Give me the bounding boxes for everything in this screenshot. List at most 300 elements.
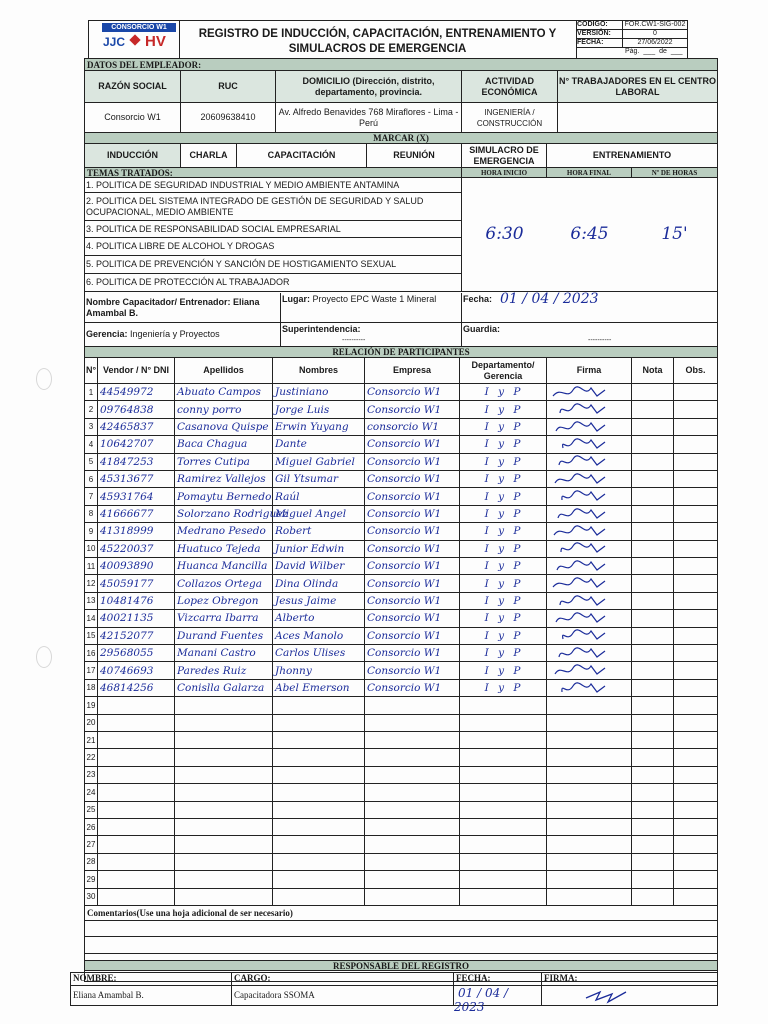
nombres-cell: Jorge Luis xyxy=(273,401,365,418)
firma-cell[interactable] xyxy=(547,732,632,749)
firma-cell[interactable] xyxy=(547,506,632,523)
logo-jjc: JJC xyxy=(103,35,126,49)
firma-cell[interactable] xyxy=(547,784,632,801)
ruc-value: 20609638410 xyxy=(181,103,276,133)
obs-cell[interactable] xyxy=(674,454,717,471)
empresa-cell xyxy=(365,732,460,749)
nombres-cell: Robert xyxy=(273,523,365,540)
empresa-cell xyxy=(365,767,460,784)
obs-cell[interactable] xyxy=(674,836,717,853)
section-temas: TEMAS TRATADOS: xyxy=(85,168,462,178)
nombres-cell xyxy=(273,802,365,819)
nota-cell[interactable] xyxy=(632,593,674,610)
nota-cell[interactable] xyxy=(632,871,674,888)
nota-cell[interactable] xyxy=(632,575,674,592)
marcar-options xyxy=(85,144,717,168)
firma-cell[interactable] xyxy=(547,662,632,679)
obs-cell[interactable] xyxy=(674,575,717,592)
firma-cell[interactable] xyxy=(547,401,632,418)
departamento-cell xyxy=(460,871,547,888)
apellidos-cell xyxy=(175,889,273,906)
apellidos-cell: Durand Fuentes xyxy=(175,628,273,645)
section-empleador: DATOS DEL EMPLEADOR: xyxy=(85,59,717,71)
razon-social-value: Consorcio W1 xyxy=(85,103,181,133)
row-number: 23 xyxy=(85,767,98,784)
nota-cell[interactable] xyxy=(632,715,674,732)
nombres-cell xyxy=(273,767,365,784)
obs-cell[interactable] xyxy=(674,697,717,714)
apellidos-cell: Collazos Ortega xyxy=(175,575,273,592)
firma-cell[interactable] xyxy=(547,419,632,436)
nota-cell[interactable] xyxy=(632,628,674,645)
nota-cell[interactable] xyxy=(632,662,674,679)
table-row xyxy=(85,802,733,819)
obs-cell[interactable] xyxy=(674,436,717,453)
tema-item: 1. POLITICA DE SEGURIDAD INDUSTRIAL Y MEDIO AMBIENTE ANTAMINA xyxy=(85,178,462,193)
signature-scribble-icon xyxy=(547,401,617,418)
empresa-cell: Consorcio W1 xyxy=(365,593,460,610)
table-row xyxy=(85,697,733,714)
apellidos-cell: Paredes Ruiz xyxy=(175,662,273,679)
obs-cell[interactable] xyxy=(674,802,717,819)
tema-item: 6. POLITICA DE PROTECCIÓN AL TRABAJADOR xyxy=(85,274,462,292)
table-row xyxy=(85,854,733,871)
firma-cell[interactable] xyxy=(547,767,632,784)
firma-cell[interactable] xyxy=(547,680,632,697)
signature-scribble-icon xyxy=(547,645,617,662)
tema-item: 4. POLITICA LIBRE DE ALCOHOL Y DROGAS xyxy=(85,238,462,256)
participantes-header: N° Vendor / N° DNI Apellidos Nombres Empresa Departamento/ Gerencia Firma Nota Obs. xyxy=(85,358,717,384)
option-simulacro[interactable]: SIMULACRO DE EMERGENCIA xyxy=(462,144,547,168)
row-number: 26 xyxy=(85,819,98,836)
firma-cell[interactable] xyxy=(547,436,632,453)
hora-inicio-value: 6:30 xyxy=(485,224,524,244)
table-row xyxy=(85,645,733,662)
obs-cell[interactable] xyxy=(674,715,717,732)
capacitador-nombre: Nombre Capacitador/ Entrenador: Eliana Amambal B. xyxy=(85,293,281,323)
departamento-cell: I y P xyxy=(460,401,547,418)
dni-cell: 41847253 xyxy=(98,454,175,471)
capacitador-block xyxy=(85,293,717,347)
dni-cell: 45931764 xyxy=(98,488,175,505)
nota-cell[interactable] xyxy=(632,732,674,749)
obs-cell[interactable] xyxy=(674,749,717,766)
table-row xyxy=(85,575,733,592)
empresa-cell: Consorcio W1 xyxy=(365,471,460,488)
lugar-value: Proyecto EPC Waste 1 Mineral xyxy=(312,294,437,304)
empresa-cell: Consorcio W1 xyxy=(365,523,460,540)
obs-cell[interactable] xyxy=(674,889,717,906)
obs-cell[interactable] xyxy=(674,819,717,836)
firma-cell[interactable] xyxy=(547,715,632,732)
firma-cell[interactable] xyxy=(547,889,632,906)
nota-cell[interactable] xyxy=(632,523,674,540)
firma-cell[interactable] xyxy=(547,819,632,836)
row-number: 14 xyxy=(85,610,98,627)
nota-cell[interactable] xyxy=(632,506,674,523)
dni-cell: 42152077 xyxy=(98,628,175,645)
nota-cell[interactable] xyxy=(632,610,674,627)
fecha-capacitacion-value: 01 / 04 / 2023 xyxy=(500,291,599,307)
obs-cell[interactable] xyxy=(674,767,717,784)
row-number: 10 xyxy=(85,541,98,558)
row-number: 27 xyxy=(85,836,98,853)
departamento-cell xyxy=(460,819,547,836)
dni-cell xyxy=(98,767,175,784)
table-row xyxy=(85,506,733,523)
departamento-cell: I y P xyxy=(460,471,547,488)
obs-cell[interactable] xyxy=(674,645,717,662)
row-number: 28 xyxy=(85,854,98,871)
nota-cell[interactable] xyxy=(632,836,674,853)
nota-cell[interactable] xyxy=(632,680,674,697)
logo-hv: HV xyxy=(145,33,166,50)
row-number: 29 xyxy=(85,871,98,888)
responsable-firma[interactable] xyxy=(542,986,718,1006)
dni-cell xyxy=(98,802,175,819)
row-number: 17 xyxy=(85,662,98,679)
firma-cell[interactable] xyxy=(547,523,632,540)
dni-cell: 42465837 xyxy=(98,419,175,436)
obs-cell[interactable] xyxy=(674,854,717,871)
nombres-cell: Junior Edwin xyxy=(273,541,365,558)
trabajadores-value[interactable] xyxy=(558,103,717,133)
row-number: 3 xyxy=(85,419,98,436)
nombres-cell: Aces Manolo xyxy=(273,628,365,645)
departamento-cell xyxy=(460,889,547,906)
nombres-cell: Raúl xyxy=(273,488,365,505)
apellidos-cell xyxy=(175,871,273,888)
nombres-cell: Miguel Angel xyxy=(273,506,365,523)
apellidos-cell: Casanova Quispe xyxy=(175,419,273,436)
dni-cell: 45220037 xyxy=(98,541,175,558)
dni-cell xyxy=(98,784,175,801)
table-row xyxy=(85,680,733,697)
dni-cell: 10481476 xyxy=(98,593,175,610)
guardia-field: Guardia: ---------- xyxy=(462,323,717,347)
signature-scribble-icon xyxy=(547,627,617,644)
participantes-rows xyxy=(85,384,717,906)
empresa-cell xyxy=(365,697,460,714)
obs-cell[interactable] xyxy=(674,384,717,401)
dni-cell xyxy=(98,749,175,766)
departamento-cell: I y P xyxy=(460,506,547,523)
nombres-cell: Carlos Ulises xyxy=(273,645,365,662)
obs-cell[interactable] xyxy=(674,471,717,488)
signature-scribble-icon xyxy=(547,419,617,436)
nota-cell[interactable] xyxy=(632,819,674,836)
obs-cell[interactable] xyxy=(674,593,717,610)
departamento-cell xyxy=(460,715,547,732)
empresa-cell: Consorcio W1 xyxy=(365,628,460,645)
firma-cell[interactable] xyxy=(547,610,632,627)
nombres-cell xyxy=(273,889,365,906)
obs-cell[interactable] xyxy=(674,662,717,679)
nota-cell[interactable] xyxy=(632,889,674,906)
logo-consorcio: CONSORCIO W1 xyxy=(102,23,176,32)
option-charla[interactable]: CHARLA xyxy=(181,144,237,168)
nota-cell[interactable] xyxy=(632,384,674,401)
table-row xyxy=(85,715,733,732)
apellidos-cell xyxy=(175,767,273,784)
dni-cell: 46814256 xyxy=(98,680,175,697)
row-number: 19 xyxy=(85,697,98,714)
actividad-value: INGENIERÍA / CONSTRUCCIÓN xyxy=(462,103,558,133)
nota-cell[interactable] xyxy=(632,697,674,714)
row-number: 2 xyxy=(85,401,98,418)
nota-cell[interactable] xyxy=(632,401,674,418)
dni-cell: 45059177 xyxy=(98,575,175,592)
row-number: 9 xyxy=(85,523,98,540)
tema-item: 2. POLITICA DEL SISTEMA INTEGRADO DE GESTIÓN DE SEGURIDAD Y SALUD OCUPACIONAL, MEDIO AMBIENTE xyxy=(85,193,462,221)
option-entrenamiento[interactable]: ENTRENAMIENTO xyxy=(547,144,717,168)
dni-cell: 10642707 xyxy=(98,436,175,453)
nombres-cell: Jhonny xyxy=(273,662,365,679)
apellidos-cell xyxy=(175,784,273,801)
nombres-cell: Dina Olinda xyxy=(273,575,365,592)
nombres-cell: Jesus Jaime xyxy=(273,593,365,610)
dni-cell: 29568055 xyxy=(98,645,175,662)
obs-cell[interactable] xyxy=(674,610,717,627)
row-number: 4 xyxy=(85,436,98,453)
empresa-cell: Consorcio W1 xyxy=(365,558,460,575)
empresa-cell: Consorcio W1 xyxy=(365,454,460,471)
firma-cell[interactable] xyxy=(547,628,632,645)
obs-cell[interactable] xyxy=(674,680,717,697)
firma-cell[interactable] xyxy=(547,836,632,853)
nota-cell[interactable] xyxy=(632,471,674,488)
departamento-cell: I y P xyxy=(460,454,547,471)
punch-hole xyxy=(36,368,52,390)
empresa-cell xyxy=(365,784,460,801)
row-number: 13 xyxy=(85,593,98,610)
nombres-cell xyxy=(273,715,365,732)
departamento-cell xyxy=(460,836,547,853)
row-number: 18 xyxy=(85,680,98,697)
dni-cell xyxy=(98,697,175,714)
nombres-cell: Dante xyxy=(273,436,365,453)
empresa-cell xyxy=(365,854,460,871)
row-number: 24 xyxy=(85,784,98,801)
firma-cell[interactable] xyxy=(547,384,632,401)
nombres-cell: Gil Ytsumar xyxy=(273,471,365,488)
hora-final-value: 6:45 xyxy=(570,224,609,244)
signature-scribble-icon xyxy=(547,575,617,592)
row-number: 5 xyxy=(85,454,98,471)
obs-cell[interactable] xyxy=(674,628,717,645)
table-row xyxy=(85,628,733,645)
departamento-cell: I y P xyxy=(460,645,547,662)
responsable-fecha: 01 / 04 / 2023 xyxy=(454,986,509,1014)
firma-cell[interactable] xyxy=(547,558,632,575)
nota-cell[interactable] xyxy=(632,749,674,766)
departamento-cell xyxy=(460,784,547,801)
nota-cell[interactable] xyxy=(632,436,674,453)
signature-scribble-icon xyxy=(547,523,617,540)
obs-cell[interactable] xyxy=(674,419,717,436)
nota-cell[interactable] xyxy=(632,454,674,471)
row-number: 20 xyxy=(85,715,98,732)
apellidos-cell: Huatuco Tejeda xyxy=(175,541,273,558)
firma-cell[interactable] xyxy=(547,593,632,610)
nota-cell[interactable] xyxy=(632,645,674,662)
nombres-cell xyxy=(273,836,365,853)
row-number: 15 xyxy=(85,628,98,645)
table-row xyxy=(85,889,733,906)
firma-cell[interactable] xyxy=(547,645,632,662)
nota-cell[interactable] xyxy=(632,854,674,871)
nombres-cell: Erwin Yuyang xyxy=(273,419,365,436)
firma-cell[interactable] xyxy=(547,575,632,592)
signature-scribble-icon xyxy=(582,986,642,1006)
signature-scribble-icon xyxy=(547,680,617,697)
table-row xyxy=(85,836,733,853)
row-number: 25 xyxy=(85,802,98,819)
responsable-block: NOMBRE: CARGO: FECHA: FIRMA: Eliana Amambal B. Capacitadora SSOMA 01 / 04 / 2023 xyxy=(70,972,718,1012)
departamento-cell: I y P xyxy=(460,384,547,401)
table-row xyxy=(85,871,733,888)
nombres-cell xyxy=(273,697,365,714)
table-row xyxy=(85,732,733,749)
signature-scribble-icon xyxy=(547,471,617,488)
empresa-cell xyxy=(365,819,460,836)
nombres-cell xyxy=(273,819,365,836)
row-number: 1 xyxy=(85,384,98,401)
signature-scribble-icon xyxy=(547,593,617,610)
empresa-cell: Consorcio W1 xyxy=(365,488,460,505)
dni-cell xyxy=(98,715,175,732)
firma-cell[interactable] xyxy=(547,802,632,819)
dni-cell xyxy=(98,732,175,749)
apellidos-cell xyxy=(175,836,273,853)
tema-item: 5. POLITICA DE PREVENCIÓN Y SANCIÓN DE HOSTIGAMIENTO SEXUAL xyxy=(85,256,462,274)
apellidos-cell: Manani Castro xyxy=(175,645,273,662)
departamento-cell xyxy=(460,732,547,749)
firma-cell[interactable] xyxy=(547,454,632,471)
signature-scribble-icon xyxy=(547,540,617,557)
nota-cell[interactable] xyxy=(632,488,674,505)
firma-cell[interactable] xyxy=(547,471,632,488)
empresa-cell: Consorcio W1 xyxy=(365,384,460,401)
signature-scribble-icon xyxy=(547,488,617,505)
obs-cell[interactable] xyxy=(674,558,717,575)
nombres-cell xyxy=(273,749,365,766)
obs-cell[interactable] xyxy=(674,871,717,888)
numero-horas-value: 15' xyxy=(661,224,688,244)
comentarios-label: Comentarios(Use una hoja adicional de ser necesario) xyxy=(87,908,293,918)
row-number: 12 xyxy=(85,575,98,592)
section-marcar: MARCAR (X) xyxy=(85,133,717,144)
obs-cell[interactable] xyxy=(674,784,717,801)
firma-cell[interactable] xyxy=(547,854,632,871)
option-capacitacion[interactable]: CAPACITACIÓN xyxy=(237,144,367,168)
option-induccion[interactable]: INDUCCIÓN xyxy=(85,144,181,168)
firma-cell[interactable] xyxy=(547,749,632,766)
apellidos-cell: Vizcarra Ibarra xyxy=(175,610,273,627)
section-participantes: RELACIÓN DE PARTICIPANTES xyxy=(85,347,717,358)
table-row xyxy=(85,558,733,575)
obs-cell[interactable] xyxy=(674,506,717,523)
departamento-cell xyxy=(460,854,547,871)
apellidos-cell: Baca Chagua xyxy=(175,436,273,453)
apellidos-cell: Torres Cutipa xyxy=(175,454,273,471)
apellidos-cell: Solorzano Rodriguez xyxy=(175,506,273,523)
gerencia-value: Ingeniería y Proyectos xyxy=(130,329,220,339)
departamento-cell: I y P xyxy=(460,628,547,645)
apellidos-cell xyxy=(175,854,273,871)
empresa-cell xyxy=(365,802,460,819)
firma-cell[interactable] xyxy=(547,871,632,888)
dni-cell xyxy=(98,836,175,853)
firma-cell[interactable] xyxy=(547,488,632,505)
obs-cell[interactable] xyxy=(674,523,717,540)
form-title: REGISTRO DE INDUCCIÓN, CAPACITACIÓN, ENTRENAMIENTO Y SIMULACROS DE EMERGENCIA xyxy=(179,21,577,63)
nota-cell[interactable] xyxy=(632,784,674,801)
obs-cell[interactable] xyxy=(674,732,717,749)
responsable-cargo: Capacitadora SSOMA xyxy=(232,986,454,1006)
departamento-cell: I y P xyxy=(460,523,547,540)
nota-cell[interactable] xyxy=(632,558,674,575)
nombres-cell: Justiniano xyxy=(273,384,365,401)
dni-cell: 41666677 xyxy=(98,506,175,523)
form-sheet xyxy=(70,20,718,1020)
nombres-cell: Alberto xyxy=(273,610,365,627)
nota-cell[interactable] xyxy=(632,767,674,784)
gerencia-field: Gerencia: Ingeniería y Proyectos xyxy=(85,323,281,347)
lugar-field: Lugar: Proyecto EPC Waste 1 Mineral xyxy=(281,293,462,323)
empresa-cell xyxy=(365,889,460,906)
departamento-cell: I y P xyxy=(460,610,547,627)
nota-cell[interactable] xyxy=(632,419,674,436)
firma-cell[interactable] xyxy=(547,697,632,714)
row-number: 8 xyxy=(85,506,98,523)
table-row xyxy=(85,767,733,784)
departamento-cell xyxy=(460,697,547,714)
apellidos-cell xyxy=(175,715,273,732)
apellidos-cell xyxy=(175,802,273,819)
nota-cell[interactable] xyxy=(632,802,674,819)
obs-cell[interactable] xyxy=(674,541,717,558)
empresa-cell: Consorcio W1 xyxy=(365,436,460,453)
option-reunion[interactable]: REUNIÓN xyxy=(367,144,462,168)
table-row xyxy=(85,401,733,418)
empresa-cell: Consorcio W1 xyxy=(365,541,460,558)
logo-diamond-icon xyxy=(129,34,140,45)
table-row xyxy=(85,436,733,453)
nota-cell[interactable] xyxy=(632,541,674,558)
nombres-cell xyxy=(273,871,365,888)
firma-cell[interactable] xyxy=(547,541,632,558)
obs-cell[interactable] xyxy=(674,401,717,418)
empresa-cell: Consorcio W1 xyxy=(365,506,460,523)
table-row xyxy=(85,488,733,505)
row-number: 6 xyxy=(85,471,98,488)
fecha-field: Fecha: 01 / 04 / 2023 xyxy=(462,293,717,323)
departamento-cell: I y P xyxy=(460,541,547,558)
departamento-cell: I y P xyxy=(460,662,547,679)
dni-cell xyxy=(98,819,175,836)
tema-item: 3. POLITICA DE RESPONSABILIDAD SOCIAL EMPRESARIAL xyxy=(85,221,462,238)
empresa-cell xyxy=(365,749,460,766)
departamento-cell xyxy=(460,802,547,819)
apellidos-cell: Conislla Galarza xyxy=(175,680,273,697)
signature-scribble-icon xyxy=(547,610,617,627)
empleador-table: RAZÓN SOCIAL RUC DOMICILIO (Dirección, distrito, departamento, provincia. ACTIVIDAD ECONÓMICA N° TRABAJADORES EN EL CENTRO LABORAL Consorcio W1 20609638410 Av. Alfredo Benavides 768 Miraflores - Lima - Perú INGENIERÍA / CONSTRUCCIÓN xyxy=(85,71,717,133)
obs-cell[interactable] xyxy=(674,488,717,505)
empresa-cell xyxy=(365,836,460,853)
table-row xyxy=(85,749,733,766)
table-row xyxy=(85,454,733,471)
